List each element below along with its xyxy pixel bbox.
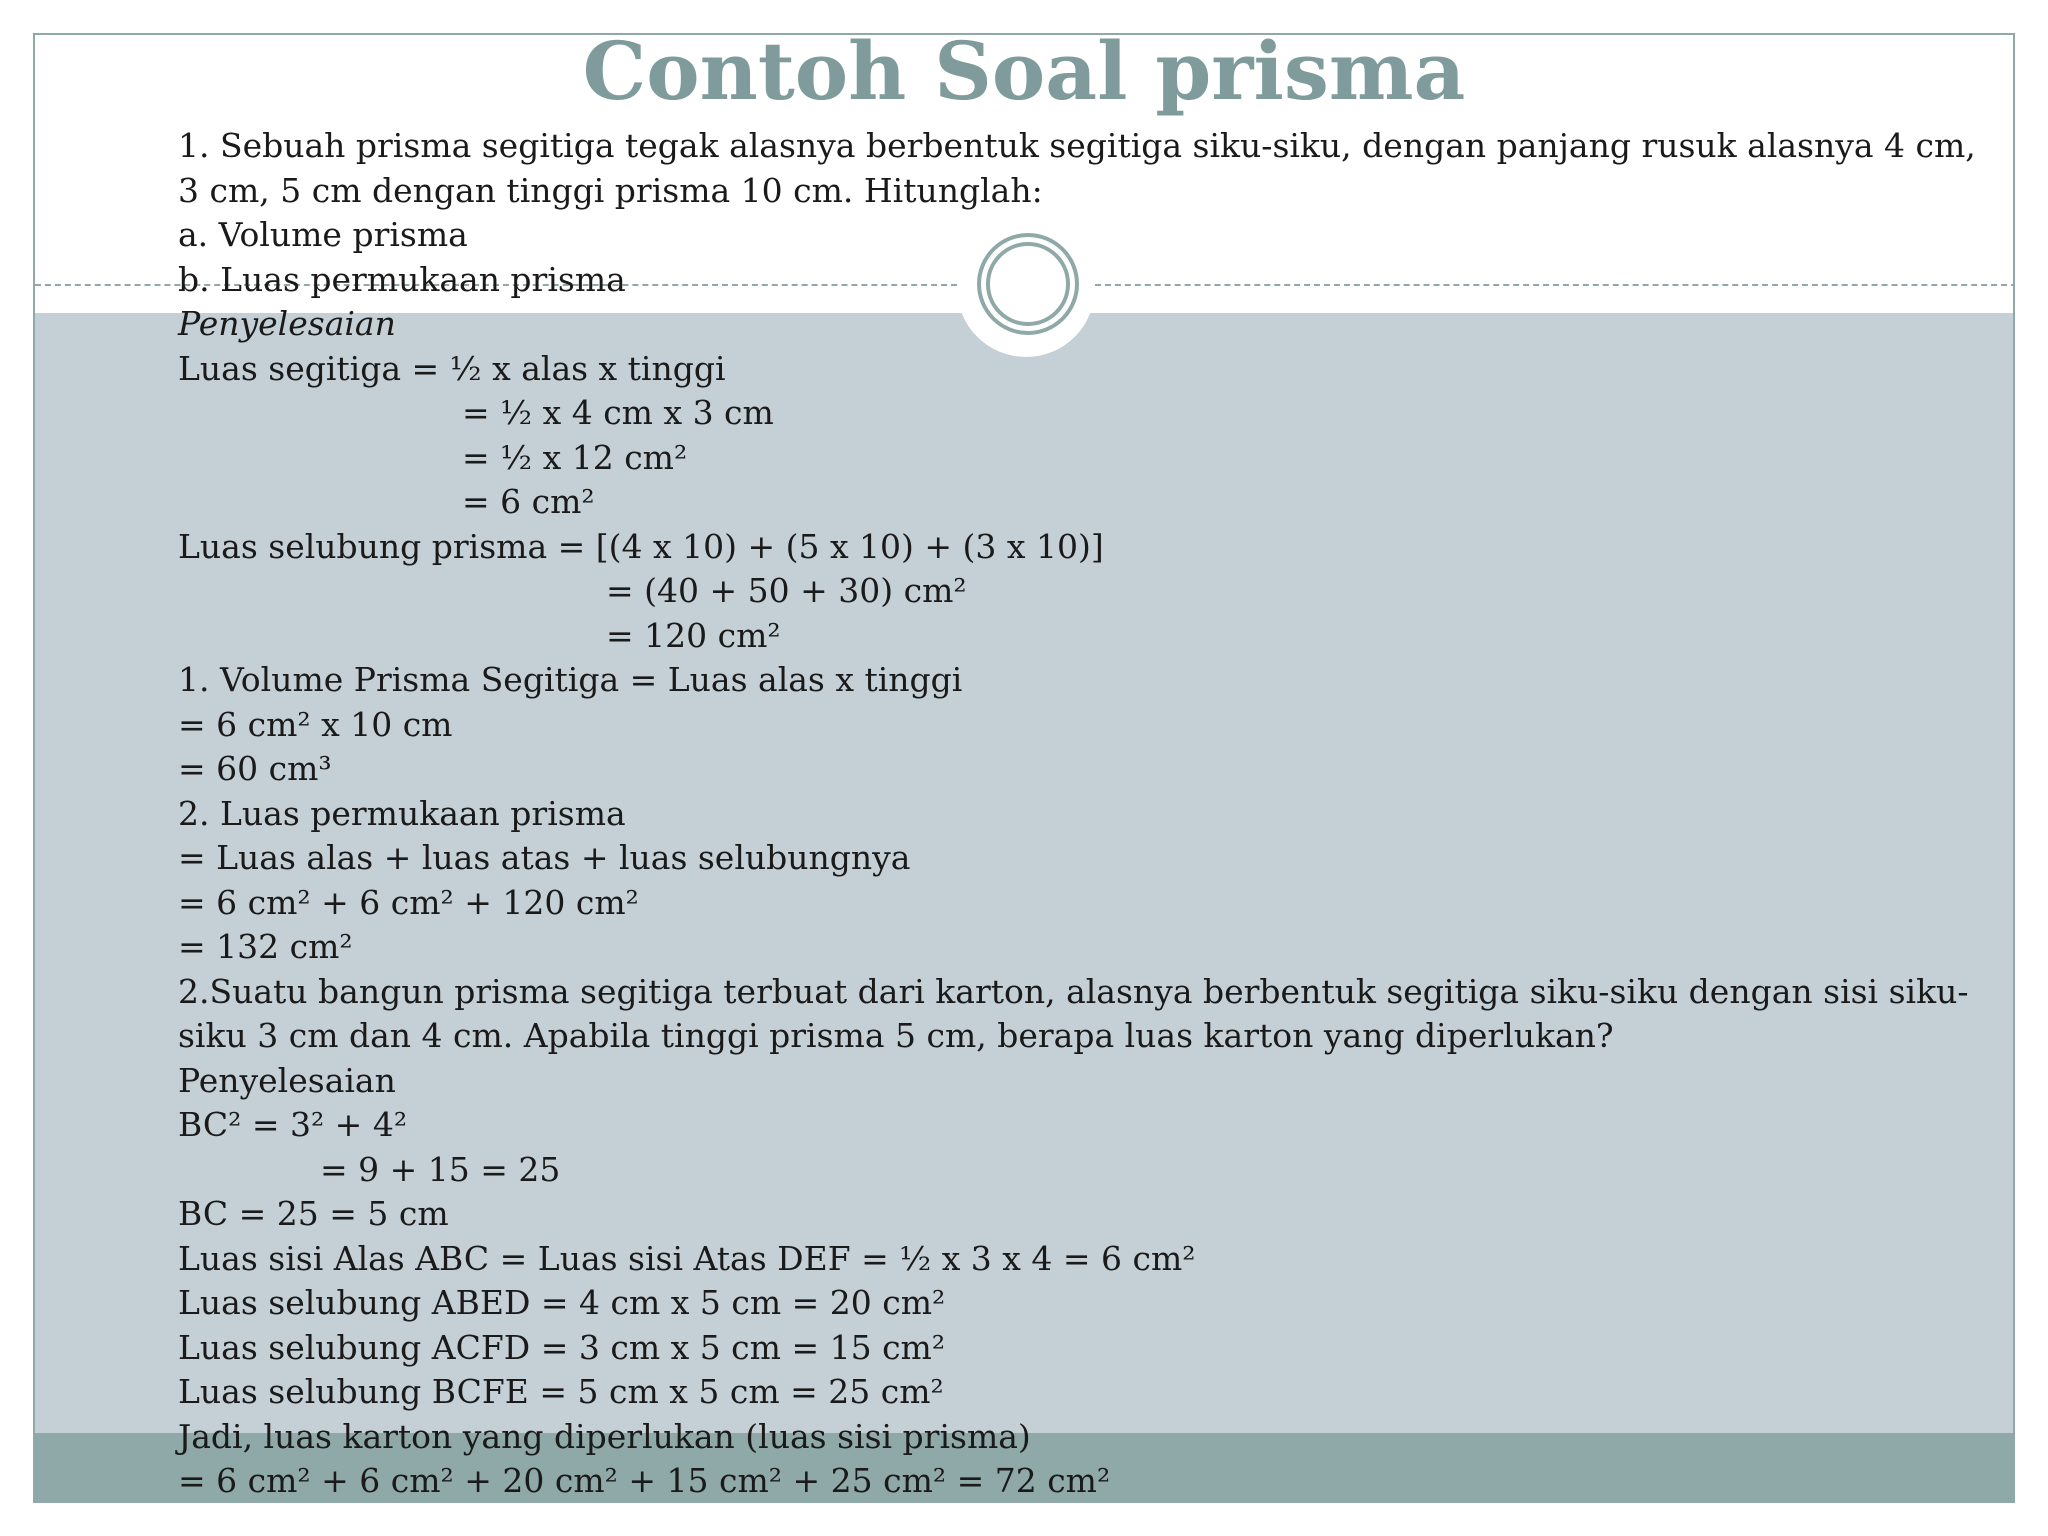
content-line: Luas selubung ACFD = 3 cm x 5 cm = 15 cm² [178, 1327, 946, 1367]
content-line: Penyelesaian [178, 304, 396, 343]
content-line: = 132 cm² [178, 927, 353, 966]
content-line: = 6 cm² x 10 cm [178, 704, 453, 744]
content-line: = ½ x 12 cm² [462, 437, 688, 477]
content-line: = 9 + 15 = 25 [320, 1149, 561, 1189]
content-line: = 6 cm² + 6 cm² + 20 cm² + 15 cm² + 25 cm² = 72 cm² [178, 1461, 1111, 1500]
content-line: = 6 cm² [462, 482, 595, 521]
content-line: siku 3 cm dan 4 cm. Apabila tinggi prisma 5 cm, berapa luas karton yang diperlukan? [178, 1016, 1614, 1055]
content-line: 3 cm, 5 cm dengan tinggi prisma 10 cm. Hitunglah: [178, 170, 1043, 210]
content-line: = 120 cm² [606, 615, 781, 655]
content-line: Jadi, luas karton yang diperlukan (luas sisi prisma) [178, 1416, 1031, 1456]
slide-content [178, 124, 1976, 1504]
content-line: Luas segitiga = ½ x alas x tinggi [178, 348, 726, 388]
content-line: BC = 25 = 5 cm [178, 1194, 449, 1233]
content-line: = ½ x 4 cm x 3 cm [462, 393, 774, 432]
content-line: 2.Suatu bangun prisma segitiga terbuat dari karton, alasnya berbentuk segitiga siku-siku dengan sisi siku- [178, 971, 1969, 1011]
content-line: Penyelesaian [178, 1060, 396, 1100]
slide-title: Contoh Soal prisma [582, 24, 1466, 118]
content-line: = Luas alas + luas atas + luas selubungnya [178, 838, 911, 877]
content-line: 2. Luas permukaan prisma [178, 793, 626, 833]
content-line: Luas selubung BCFE = 5 cm x 5 cm = 25 cm² [178, 1372, 944, 1411]
content-line: a. Volume prisma [178, 215, 468, 254]
content-line: 1. Sebuah prisma segitiga tegak alasnya berbentuk segitiga siku-siku, dengan panjang rusuk alasnya 4 cm, [178, 126, 1976, 165]
content-line: = 60 cm³ [178, 749, 332, 788]
content-line: Luas sisi Alas ABC = Luas sisi Atas DEF = ½ x 3 x 4 = 6 cm² [178, 1238, 1196, 1278]
content-line: Luas selubung ABED = 4 cm x 5 cm = 20 cm² [178, 1283, 946, 1322]
content-line: b. Luas permukaan prisma [178, 259, 626, 299]
content-line: = (40 + 50 + 30) cm² [606, 571, 967, 610]
content-line: BC² = 3² + 4² [178, 1105, 408, 1144]
content-line: Luas selubung prisma = [(4 x 10) + (5 x 10) + (3 x 10)] [178, 526, 1104, 566]
content-line: 1. Volume Prisma Segitiga = Luas alas x tinggi [178, 660, 963, 699]
content-line: = 6 cm² + 6 cm² + 120 cm² [178, 882, 639, 922]
